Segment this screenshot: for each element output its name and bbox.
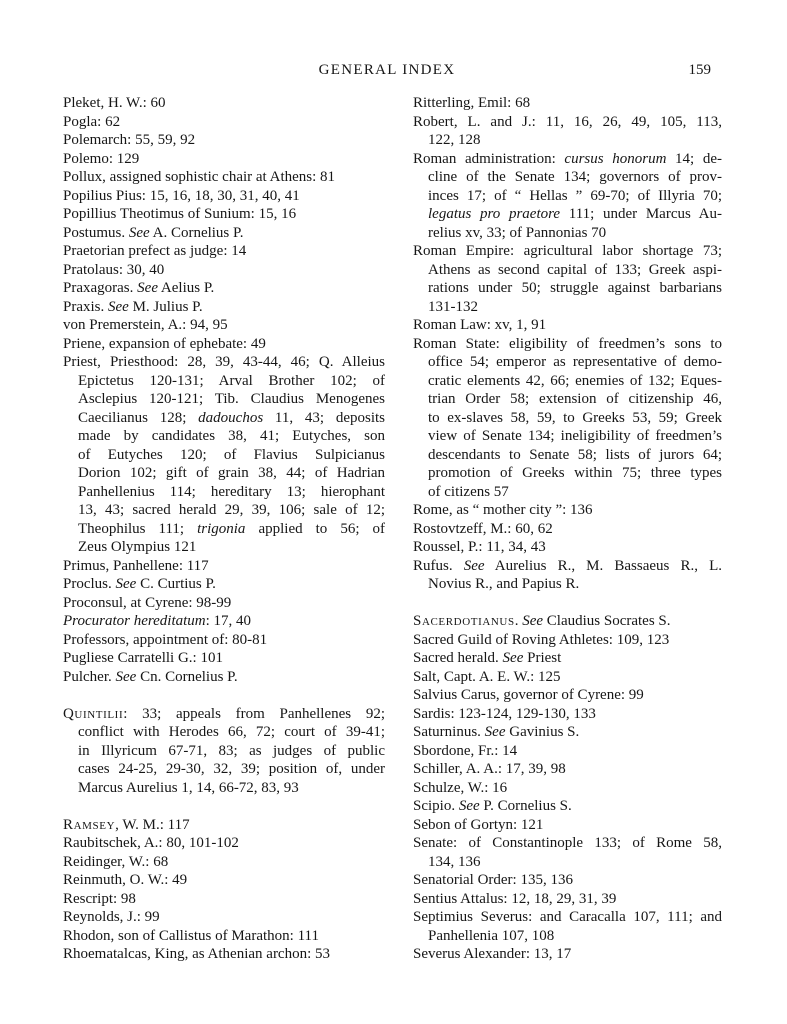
index-entry [413, 742, 722, 761]
entry-text: of citizens 57 [428, 483, 509, 500]
entry-text: Epictetus 120-131; Arval Brother 102; of [78, 372, 385, 389]
entry-text: Roman administration: [413, 150, 565, 167]
index-letter-group [63, 94, 385, 686]
running-head [0, 61, 787, 80]
entry-text: Reinmuth, O. W.: 49 [63, 872, 188, 888]
small-caps-heading: Quintilii [63, 705, 124, 722]
index-entry [413, 150, 722, 243]
entry-text: Postumus. [63, 224, 129, 241]
entry-heading-line [413, 501, 722, 520]
entry-text: Pleket, H. W.: 60 [63, 95, 166, 111]
italic-text: Procurator hereditatum [63, 613, 206, 629]
entry-text: Dorion 102; gift of grain 38, 44; of Hadrian [78, 465, 385, 481]
italic-text: See [484, 724, 506, 740]
entry-continuation-line [63, 372, 385, 391]
entry-text: 14; de- [666, 150, 722, 167]
italic-text: dadouchos [198, 409, 264, 426]
index-entry [413, 871, 722, 890]
entry-text: A. Cornelius P. [149, 224, 244, 241]
entry-continuation-line [413, 575, 722, 594]
index-entry [413, 686, 722, 705]
entry-heading-line [413, 668, 722, 687]
entry-text: Pulcher. [63, 668, 116, 685]
entry-text: Gavinius S. [505, 724, 580, 740]
entry-heading-line [413, 705, 722, 724]
entry-heading-line [413, 742, 722, 761]
index-entry [413, 316, 722, 335]
entry-heading-line [413, 760, 722, 779]
entry-text: Senate: of Constantinople 133; of Rome 58, [413, 835, 722, 851]
entry-text: Rescript: 98 [63, 890, 136, 907]
index-entry [63, 316, 385, 335]
entry-heading-line [63, 927, 385, 946]
entry-continuation-line [63, 760, 385, 779]
italic-text: See [502, 650, 524, 666]
entry-text: 111; under Marcus Au- [560, 206, 722, 222]
index-entry [413, 890, 722, 909]
entry-heading-line [63, 908, 385, 927]
index-entry [413, 723, 722, 742]
italic-text: See [115, 576, 137, 592]
entry-text: rations under 50; struggle against barbarians [428, 280, 722, 296]
entry-text: Aelius P. [157, 280, 215, 296]
italic-text: See [108, 298, 129, 315]
entry-text: of Eutyches 120; of Flavius Sulpicianus [78, 446, 385, 463]
index-entry [63, 668, 385, 687]
entry-heading-line [63, 816, 385, 835]
entry-text: M. Julius P. [128, 298, 203, 315]
entry-text: Popilius Pius: 15, 16, 18, 30, 31, 40, 41 [63, 187, 300, 204]
entry-heading-line [63, 890, 385, 909]
entry-continuation-line [63, 446, 385, 465]
italic-text: See [115, 668, 137, 685]
entry-text: Priene, expansion of ephebate: 49 [63, 335, 266, 352]
index-entry [63, 113, 385, 132]
index-entry [63, 945, 385, 964]
entry-text: relius xv, 33; of Pannonias 70 [428, 224, 607, 241]
index-entry [63, 649, 385, 668]
entry-text: Aurelius R., M. Bassaeus R., L. [484, 557, 722, 574]
index-letter-group [63, 816, 385, 964]
index-entry [63, 131, 385, 150]
entry-text: to ex-slaves 58, 59, to Greeks 53, 59; Greek [428, 409, 722, 426]
entry-continuation-line [413, 353, 722, 372]
entry-heading-line [413, 150, 722, 169]
index-entry [63, 705, 385, 798]
entry-heading-line [63, 150, 385, 169]
index-entry [63, 242, 385, 261]
entry-heading-line [413, 113, 722, 132]
entry-text: Reidinger, W.: 68 [63, 853, 169, 870]
entry-continuation-line [413, 261, 722, 280]
entry-heading-line [413, 612, 722, 631]
small-caps-heading: Ramsey [63, 816, 116, 833]
entry-continuation-line [413, 187, 722, 206]
index-entry [63, 279, 385, 298]
entry-heading-line [413, 538, 722, 557]
entry-text: Praxis. [63, 298, 108, 315]
entry-text: Proconsul, at Cyrene: 98-99 [63, 594, 232, 611]
entry-heading-line [63, 557, 385, 576]
index-entry [413, 779, 722, 798]
index-entry [63, 612, 385, 631]
index-entry [63, 187, 385, 206]
entry-text: Salvius Carus, governor of Cyrene: 99 [413, 687, 644, 703]
entry-heading-line [413, 779, 722, 798]
entry-heading-line [63, 131, 385, 150]
small-caps-heading: Sacerdotianus [413, 613, 515, 629]
entry-text: Praxagoras. [63, 280, 138, 296]
entry-text: : 17, 40 [205, 613, 252, 629]
entry-heading-line [63, 945, 385, 964]
entry-continuation-line [413, 279, 722, 298]
entry-text: Scipio. [413, 798, 459, 814]
entry-text: Pratolaus: 30, 40 [63, 261, 165, 278]
entry-text: Roman State: eligibility of freedmen’s sons to [413, 335, 722, 352]
index-entry [413, 612, 722, 631]
entry-text: Proclus. [63, 576, 116, 592]
index-entry [63, 224, 385, 243]
entry-text: Cn. Cornelius P. [136, 668, 238, 685]
entry-text: Pugliese Carratelli G.: 101 [63, 650, 223, 666]
entry-text: Rhodon, son of Callistus of Marathon: 111 [63, 927, 319, 944]
entry-text: 122, 128 [428, 132, 481, 148]
entry-text: Ritterling, Emil: 68 [413, 95, 531, 111]
entry-heading-line [413, 816, 722, 835]
entry-text: promotion of Greeks within 75; three types [428, 465, 722, 481]
index-entry [63, 834, 385, 853]
entry-continuation-line [63, 409, 385, 428]
entry-text: Professors, appointment of: 80-81 [63, 631, 268, 648]
entry-heading-line [413, 686, 722, 705]
index-entry [63, 890, 385, 909]
page-number: 159 [688, 62, 711, 78]
italic-text: See [522, 613, 544, 629]
entry-heading-line [63, 668, 385, 687]
entry-text: 11, 43; deposits [263, 409, 385, 426]
entry-continuation-line [413, 224, 722, 243]
running-head-title: GENERAL INDEX [318, 62, 456, 78]
index-entry [413, 797, 722, 816]
entry-heading-line [413, 871, 722, 890]
entry-continuation-line [413, 372, 722, 391]
index-entry [413, 94, 722, 113]
index-entry [413, 649, 722, 668]
index-entry [413, 834, 722, 871]
index-entry [413, 945, 722, 964]
entry-text: Sacred Guild of Roving Athletes: 109, 123 [413, 631, 670, 648]
entry-heading-line [63, 335, 385, 354]
entry-heading-line [63, 261, 385, 280]
index-entry [413, 760, 722, 779]
entry-heading-line [413, 723, 722, 742]
entry-text: Panhellenius 114; hereditary 13; hierophant [78, 483, 385, 500]
entry-continuation-line [413, 409, 722, 428]
entry-continuation-line [413, 927, 722, 946]
entry-text: Sbordone, Fr.: 14 [413, 742, 518, 759]
entry-heading-line [413, 242, 722, 261]
entry-continuation-line [63, 483, 385, 502]
index-entry [63, 927, 385, 946]
entry-heading-line [413, 945, 722, 964]
entry-text: Zeus Olympius 121 [78, 539, 197, 555]
entry-continuation-line [413, 464, 722, 483]
index-entry [63, 594, 385, 613]
entry-text: made by candidates 38, 41; Eutyches, son [78, 428, 385, 444]
index-entry [413, 538, 722, 557]
entry-heading-line [63, 205, 385, 224]
entry-continuation-line [413, 131, 722, 150]
entry-text: in Illyricum 67-71, 83; as judges of public [78, 742, 385, 759]
entry-text: conflict with Herodes 66, 72; court of 39-41; [78, 724, 385, 740]
entry-text: Roussel, P.: 11, 34, 43 [413, 539, 546, 555]
entry-text: Theophilus 111; [78, 520, 198, 537]
entry-continuation-line [63, 538, 385, 557]
entry-text: 131-132 [428, 298, 478, 315]
entry-text: Praetorian prefect as judge: 14 [63, 243, 247, 259]
entry-text: view of Senate 134; ineligibility of freedmen’s [428, 428, 722, 444]
entry-heading-line [63, 575, 385, 594]
index-entry [63, 816, 385, 835]
entry-text: Salt, Capt. A. E. W.: 125 [413, 668, 561, 685]
entry-heading-line [413, 335, 722, 354]
index-entry [413, 501, 722, 520]
entry-continuation-line [413, 298, 722, 317]
index-entry [63, 908, 385, 927]
entry-heading-line [63, 631, 385, 650]
entry-text: cratic elements 42, 66; enemies of 132; Eques- [428, 372, 722, 389]
entry-text: Athens as second capital of 133; Greek aspi- [428, 261, 722, 278]
entry-text: Senatorial Order: 135, 136 [413, 872, 573, 888]
entry-text: Reynolds, J.: 99 [63, 909, 160, 925]
entry-text: Caecilianus 128; [78, 409, 199, 426]
entry-text: Pollux, assigned sophistic chair at Athens: 81 [63, 169, 336, 185]
entry-continuation-line [413, 853, 722, 872]
index-entry [413, 631, 722, 650]
entry-continuation-line [63, 501, 385, 520]
entry-heading-line [63, 242, 385, 261]
entry-heading-line [63, 279, 385, 298]
index-entry [413, 520, 722, 539]
index-entry [413, 705, 722, 724]
entry-heading-line [63, 187, 385, 206]
entry-heading-line [413, 520, 722, 539]
entry-text: Septimius Severus: and Caracalla 107, 111; and [413, 909, 722, 925]
entry-continuation-line [413, 168, 722, 187]
index-entry [63, 335, 385, 354]
entry-text: Rufus. [413, 557, 464, 574]
entry-text: : 33; appeals from Panhellenes 92; [123, 705, 385, 722]
entry-heading-line [63, 94, 385, 113]
index-entry [63, 871, 385, 890]
italic-text: See [137, 280, 158, 296]
index-column-right [413, 94, 722, 964]
entry-continuation-line [413, 446, 722, 465]
entry-continuation-line [63, 779, 385, 798]
entry-text: Raubitschek, A.: 80, 101-102 [63, 835, 239, 851]
entry-text: Sentius Attalus: 12, 18, 29, 31, 39 [413, 890, 617, 907]
entry-text: Primus, Panhellene: 117 [63, 557, 209, 574]
index-letter-group [413, 612, 722, 964]
entry-text: trian Order 58; extension of citizenship 46, [428, 391, 722, 407]
entry-heading-line [413, 834, 722, 853]
index-entry [63, 557, 385, 576]
entry-text: Priest [523, 650, 562, 666]
entry-text: Saturninus. [413, 724, 485, 740]
entry-text: Claudius Socrates S. [543, 613, 671, 629]
index-letter-group [63, 705, 385, 798]
entry-heading-line [63, 834, 385, 853]
index-entry [63, 353, 385, 557]
entry-text: Panhellenia 107, 108 [428, 927, 555, 944]
entry-continuation-line [63, 427, 385, 446]
entry-text: Priest, Priesthood: 28, 39, 43-44, 46; Q. Alleius [63, 354, 385, 370]
entry-text: P. Cornelius S. [479, 798, 572, 814]
entry-heading-line [413, 316, 722, 335]
entry-heading-line [63, 853, 385, 872]
entry-continuation-line [63, 723, 385, 742]
italic-text: cursus honorum [564, 150, 667, 167]
entry-heading-line [63, 612, 385, 631]
entry-text: , W. M.: 117 [115, 816, 190, 833]
entry-continuation-line [63, 520, 385, 539]
entry-text: von Premerstein, A.: 94, 95 [63, 317, 228, 333]
entry-text: . [514, 613, 523, 629]
entry-continuation-line [413, 390, 722, 409]
entry-heading-line [63, 316, 385, 335]
italic-text: See [463, 557, 485, 574]
entry-continuation-line [413, 427, 722, 446]
entry-continuation-line [63, 742, 385, 761]
index-entry [63, 205, 385, 224]
entry-heading-line [63, 224, 385, 243]
entry-continuation-line [413, 205, 722, 224]
entry-heading-line [63, 871, 385, 890]
entry-text: descendants to Senate 58; lists of jurors 64; [428, 446, 722, 463]
index-entry [63, 575, 385, 594]
index-entry [413, 668, 722, 687]
index-entry [413, 557, 722, 594]
entry-text: C. Curtius P. [136, 576, 216, 592]
entry-heading-line [413, 890, 722, 909]
entry-continuation-line [63, 390, 385, 409]
index-entry [63, 298, 385, 317]
entry-text: Schiller, A. A.: 17, 39, 98 [413, 761, 566, 777]
entry-text: office 54; emperor as representative of demo- [428, 354, 722, 370]
entry-text: cline of the Senate 134; governors of prov- [428, 169, 722, 185]
index-column-left [63, 94, 385, 964]
entry-heading-line [413, 94, 722, 113]
index-letter-group [413, 94, 722, 594]
entry-text: 13, 43; sacred herald 29, 39, 106; sale of 12; [78, 502, 385, 518]
entry-text: 134, 136 [428, 853, 481, 870]
entry-heading-line [63, 298, 385, 317]
entry-text: Rostovtzeff, M.: 60, 62 [413, 520, 553, 537]
entry-text: Sebon of Gortyn: 121 [413, 816, 544, 833]
entry-heading-line [63, 353, 385, 372]
entry-text: Roman Empire: agricultural labor shortage 73; [413, 243, 722, 259]
index-entry [63, 94, 385, 113]
entry-text: Severus Alexander: 13, 17 [413, 946, 572, 962]
entry-text: Novius R., and Papius R. [428, 576, 580, 592]
entry-heading-line [413, 631, 722, 650]
entry-text: Polemarch: 55, 59, 92 [63, 132, 196, 148]
entry-text: Roman Law: xv, 1, 91 [413, 317, 547, 333]
index-entry [413, 335, 722, 502]
entry-heading-line [63, 649, 385, 668]
index-entry [413, 816, 722, 835]
index-entry [63, 168, 385, 187]
index-entry [63, 261, 385, 280]
index-entry [63, 853, 385, 872]
entry-heading-line [63, 705, 385, 724]
index-entry [413, 242, 722, 316]
entry-text: Sacred herald. [413, 650, 503, 666]
entry-text: Polemo: 129 [63, 150, 140, 167]
entry-heading-line [413, 908, 722, 927]
entry-text: Schulze, W.: 16 [413, 779, 508, 796]
italic-text: See [458, 798, 480, 814]
entry-text: Pogla: 62 [63, 113, 121, 130]
entry-heading-line [413, 649, 722, 668]
entry-text: applied to 56; of [245, 520, 386, 537]
index-entry [63, 150, 385, 169]
entry-heading-line [63, 113, 385, 132]
entry-heading-line [413, 797, 722, 816]
entry-text: inces 17; of “ Hellas ” 69-70; of Illyria 70; [428, 187, 722, 204]
entry-text: Sardis: 123-124, 129-130, 133 [413, 705, 596, 722]
entry-continuation-line [63, 464, 385, 483]
entry-text: Rhoematalcas, King, as Athenian archon: 53 [63, 946, 331, 962]
entry-text: Robert, L. and J.: 11, 16, 26, 49, 105, 113, [413, 113, 722, 130]
entry-text: Rome, as “ mother city ”: 136 [413, 502, 593, 518]
entry-heading-line [63, 168, 385, 187]
entry-text: Asclepius 120-121; Tib. Claudius Menogenes [78, 391, 385, 407]
italic-text: See [128, 224, 150, 241]
entry-continuation-line [413, 483, 722, 502]
italic-text: trigonia [197, 520, 246, 537]
entry-text: Marcus Aurelius 1, 14, 66-72, 83, 93 [78, 779, 299, 796]
index-entry [63, 631, 385, 650]
index-entry [413, 908, 722, 945]
entry-heading-line [413, 557, 722, 576]
entry-text: Popillius Theotimus of Sunium: 15, 16 [63, 206, 297, 222]
index-entry [413, 113, 722, 150]
entry-heading-line [63, 594, 385, 613]
entry-text: cases 24-25, 29-30, 32, 39; position of, under [78, 761, 385, 777]
italic-text: legatus pro praetore [428, 206, 561, 222]
